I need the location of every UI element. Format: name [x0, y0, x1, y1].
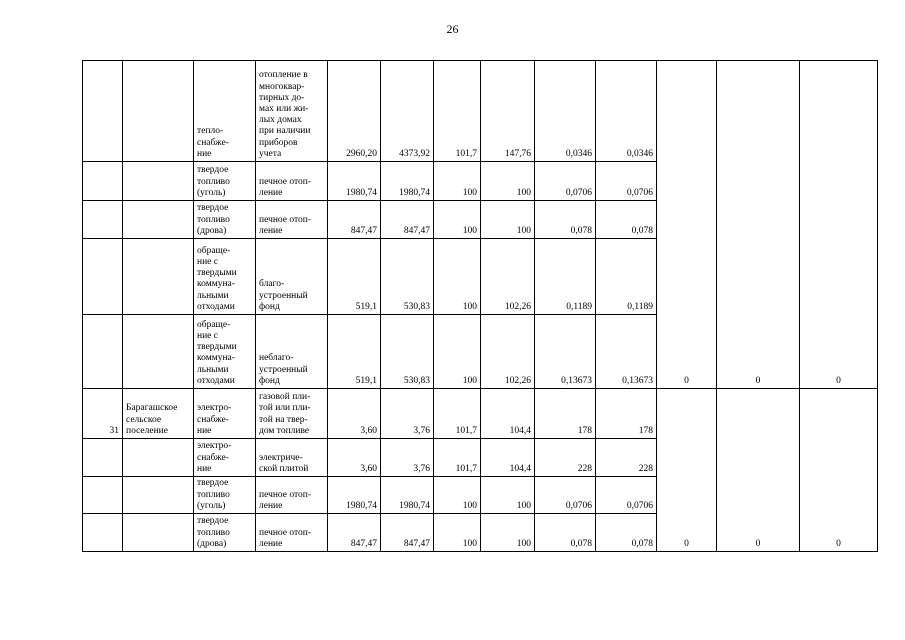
row-number-cell [83, 439, 123, 477]
consumption-type-cell: электриче- ской плитой [256, 439, 328, 477]
value-cell: 3,60 [328, 439, 381, 477]
value-cell: 0,1189 [596, 239, 657, 315]
row-number-cell [83, 162, 123, 201]
value-cell: 101,7 [434, 439, 481, 477]
value-cell: 100 [481, 162, 535, 201]
value-cell: 147,76 [481, 61, 535, 162]
value-cell: 101,7 [434, 61, 481, 162]
service-cell: тепло- снабже- ние [194, 61, 256, 162]
value-cell: 0,078 [596, 201, 657, 239]
service-cell: твердое топливо (уголь) [194, 477, 256, 514]
service-cell: твердое топливо (уголь) [194, 162, 256, 201]
value-cell: 1980,74 [381, 477, 434, 514]
value-cell: 4373,92 [381, 61, 434, 162]
value-cell: 519,1 [328, 315, 381, 389]
table-body [83, 61, 878, 552]
value-cell: 3,76 [381, 389, 434, 439]
value-cell: 847,47 [328, 201, 381, 239]
consumption-type-cell: благо- устроенный фонд [256, 239, 328, 315]
consumption-type-cell: печное отоп- ление [256, 477, 328, 514]
value-cell: 100 [434, 315, 481, 389]
value-cell: 228 [596, 439, 657, 477]
value-cell: 847,47 [328, 514, 381, 552]
consumption-type-cell: печное отоп- ление [256, 201, 328, 239]
settlement-cell: Барагашское сельское поселение [123, 389, 194, 439]
merged-value-cell: 0 [717, 61, 800, 389]
value-cell: 104,4 [481, 389, 535, 439]
value-cell: 519,1 [328, 239, 381, 315]
value-cell: 0,0706 [596, 477, 657, 514]
value-cell: 100 [481, 201, 535, 239]
value-cell: 178 [535, 389, 596, 439]
value-cell: 3,76 [381, 439, 434, 477]
value-cell: 100 [434, 201, 481, 239]
service-cell: твердое топливо (дрова) [194, 201, 256, 239]
value-cell: 0,0346 [535, 61, 596, 162]
consumption-type-cell: печное отоп- ление [256, 162, 328, 201]
settlement-cell [123, 61, 194, 162]
consumption-type-cell: неблаго- устроенный фонд [256, 315, 328, 389]
row-number-cell: 31 [83, 389, 123, 439]
merged-value-cell: 0 [657, 389, 717, 552]
value-cell: 1980,74 [328, 162, 381, 201]
value-cell: 228 [535, 439, 596, 477]
value-cell: 0,1189 [535, 239, 596, 315]
page-number: 26 [446, 22, 459, 36]
value-cell: 1980,74 [381, 162, 434, 201]
value-cell: 3,60 [328, 389, 381, 439]
row-number-cell [83, 61, 123, 162]
value-cell: 847,47 [381, 201, 434, 239]
value-cell: 100 [481, 477, 535, 514]
value-cell: 0,078 [535, 201, 596, 239]
service-cell: обраще- ние с твердыми коммуна- льными отходами [194, 239, 256, 315]
table-row [83, 61, 878, 162]
service-cell: электро- снабже- ние [194, 389, 256, 439]
service-cell: электро- снабже- ние [194, 439, 256, 477]
value-cell: 100 [434, 239, 481, 315]
settlement-cell [123, 162, 194, 201]
value-cell: 0,13673 [535, 315, 596, 389]
settlement-cell [123, 439, 194, 477]
value-cell: 0,0706 [596, 162, 657, 201]
consumption-type-cell: отопление в многоквар- тирных до- мах или жи- лых домах при наличии приборов учета [256, 61, 328, 162]
consumption-type-cell: печное отоп- ление [256, 514, 328, 552]
value-cell: 101,7 [434, 389, 481, 439]
row-number-cell [83, 239, 123, 315]
value-cell: 0,0346 [596, 61, 657, 162]
value-cell: 1980,74 [328, 477, 381, 514]
row-number-cell [83, 315, 123, 389]
merged-value-cell: 0 [657, 61, 717, 389]
settlement-cell [123, 514, 194, 552]
value-cell: 0,0706 [535, 162, 596, 201]
value-cell: 0,078 [596, 514, 657, 552]
merged-value-cell: 0 [800, 389, 878, 552]
value-cell: 530,83 [381, 315, 434, 389]
service-cell: обраще- ние с твердыми коммуна- льными отходами [194, 315, 256, 389]
value-cell: 102,26 [481, 315, 535, 389]
settlement-cell [123, 315, 194, 389]
value-cell: 2960,20 [328, 61, 381, 162]
tariff-table [82, 60, 878, 552]
value-cell: 102,26 [481, 239, 535, 315]
value-cell: 100 [481, 514, 535, 552]
value-cell: 100 [434, 162, 481, 201]
settlement-cell [123, 201, 194, 239]
settlement-cell [123, 239, 194, 315]
service-cell: твердое топливо (дрова) [194, 514, 256, 552]
value-cell: 100 [434, 514, 481, 552]
consumption-type-cell: газовой пли- той или пли- той на твер- дом топливе [256, 389, 328, 439]
value-cell: 0,0706 [535, 477, 596, 514]
value-cell: 0,13673 [596, 315, 657, 389]
merged-value-cell: 0 [717, 389, 800, 552]
row-number-cell [83, 201, 123, 239]
merged-value-cell: 0 [800, 61, 878, 389]
value-cell: 530,83 [381, 239, 434, 315]
value-cell: 104,4 [481, 439, 535, 477]
value-cell: 178 [596, 389, 657, 439]
row-number-cell [83, 477, 123, 514]
table-row [83, 389, 878, 439]
value-cell: 0,078 [535, 514, 596, 552]
value-cell: 100 [434, 477, 481, 514]
row-number-cell [83, 514, 123, 552]
settlement-cell [123, 477, 194, 514]
value-cell: 847,47 [381, 514, 434, 552]
